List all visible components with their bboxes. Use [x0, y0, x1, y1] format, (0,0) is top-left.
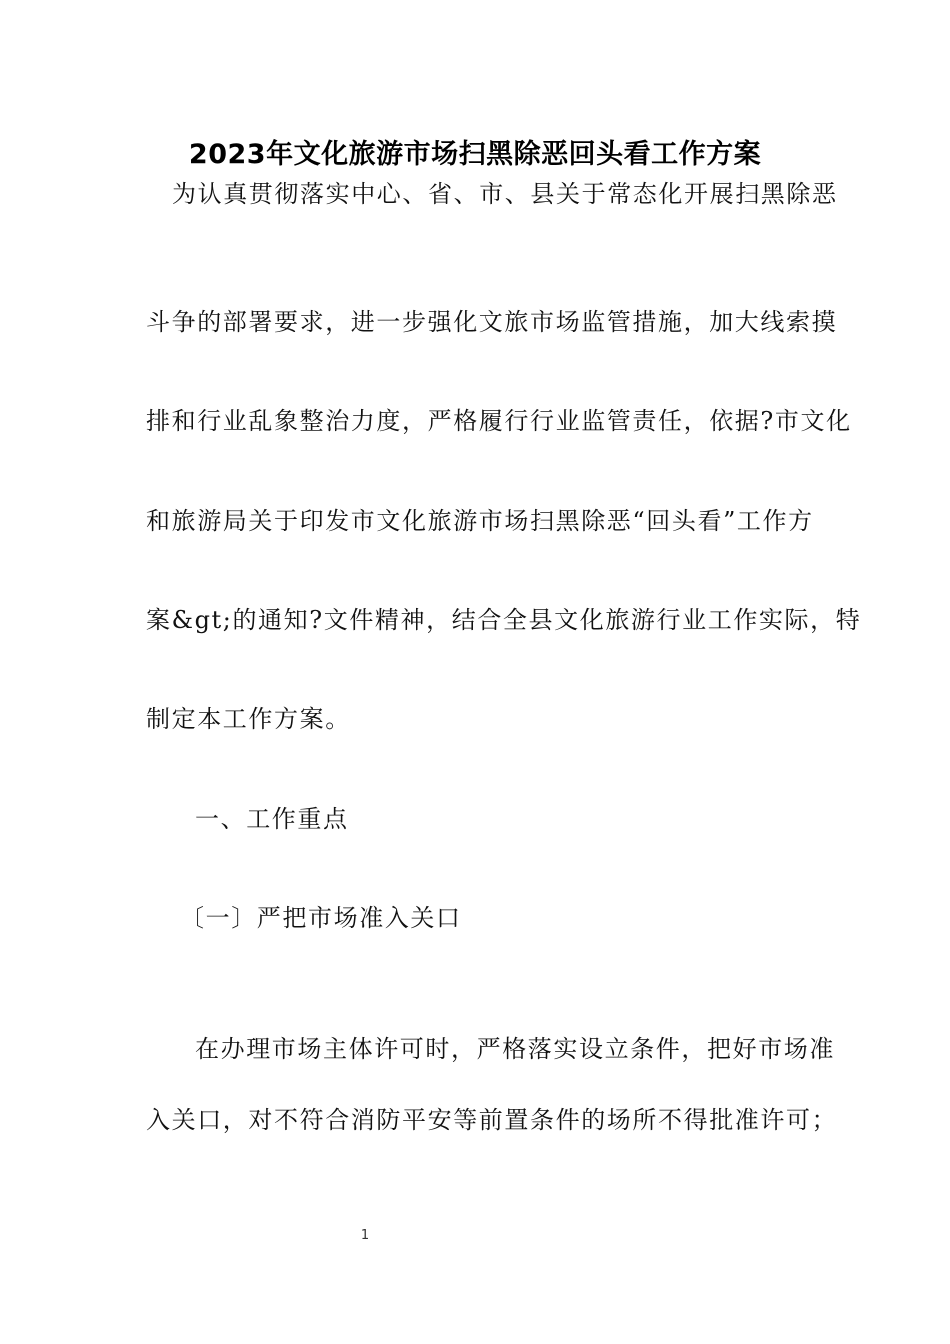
section-heading: 一、工作重点 [195, 805, 349, 833]
paragraph-line: 排和行业乱象整治力度，严格履行行业监管责任，依据?市文化 [146, 407, 852, 435]
paragraph-line: 斗争的部署要求，进一步强化文旅市场监管措施，加大线索摸 [146, 308, 838, 336]
paragraph-line: 和旅游局关于印发市文化旅游市场扫黑除恶“回头看”工作方 [146, 507, 814, 535]
paragraph-line: 为认真贯彻落实中心、省、市、县关于常态化开展扫黑除恶 [172, 180, 838, 208]
paragraph-line: 制定本工作方案。 [146, 705, 351, 733]
paragraph-line: 案&gt;的通知?文件精神，结合全县文化旅游行业工作实际，特 [146, 606, 862, 634]
subsection-heading: 〔一〕严把市场准入关口 [180, 904, 462, 932]
paragraph-line: 在办理市场主体许可时，严格落实设立条件，把好市场准 [195, 1035, 835, 1063]
document-title: 2023年文化旅游市场扫黑除恶回头看工作方案 [188, 139, 762, 170]
page-number: 1 [360, 1228, 370, 1243]
paragraph-line: 入关口，对不符合消防平安等前置条件的场所不得批准许可； [146, 1106, 838, 1134]
